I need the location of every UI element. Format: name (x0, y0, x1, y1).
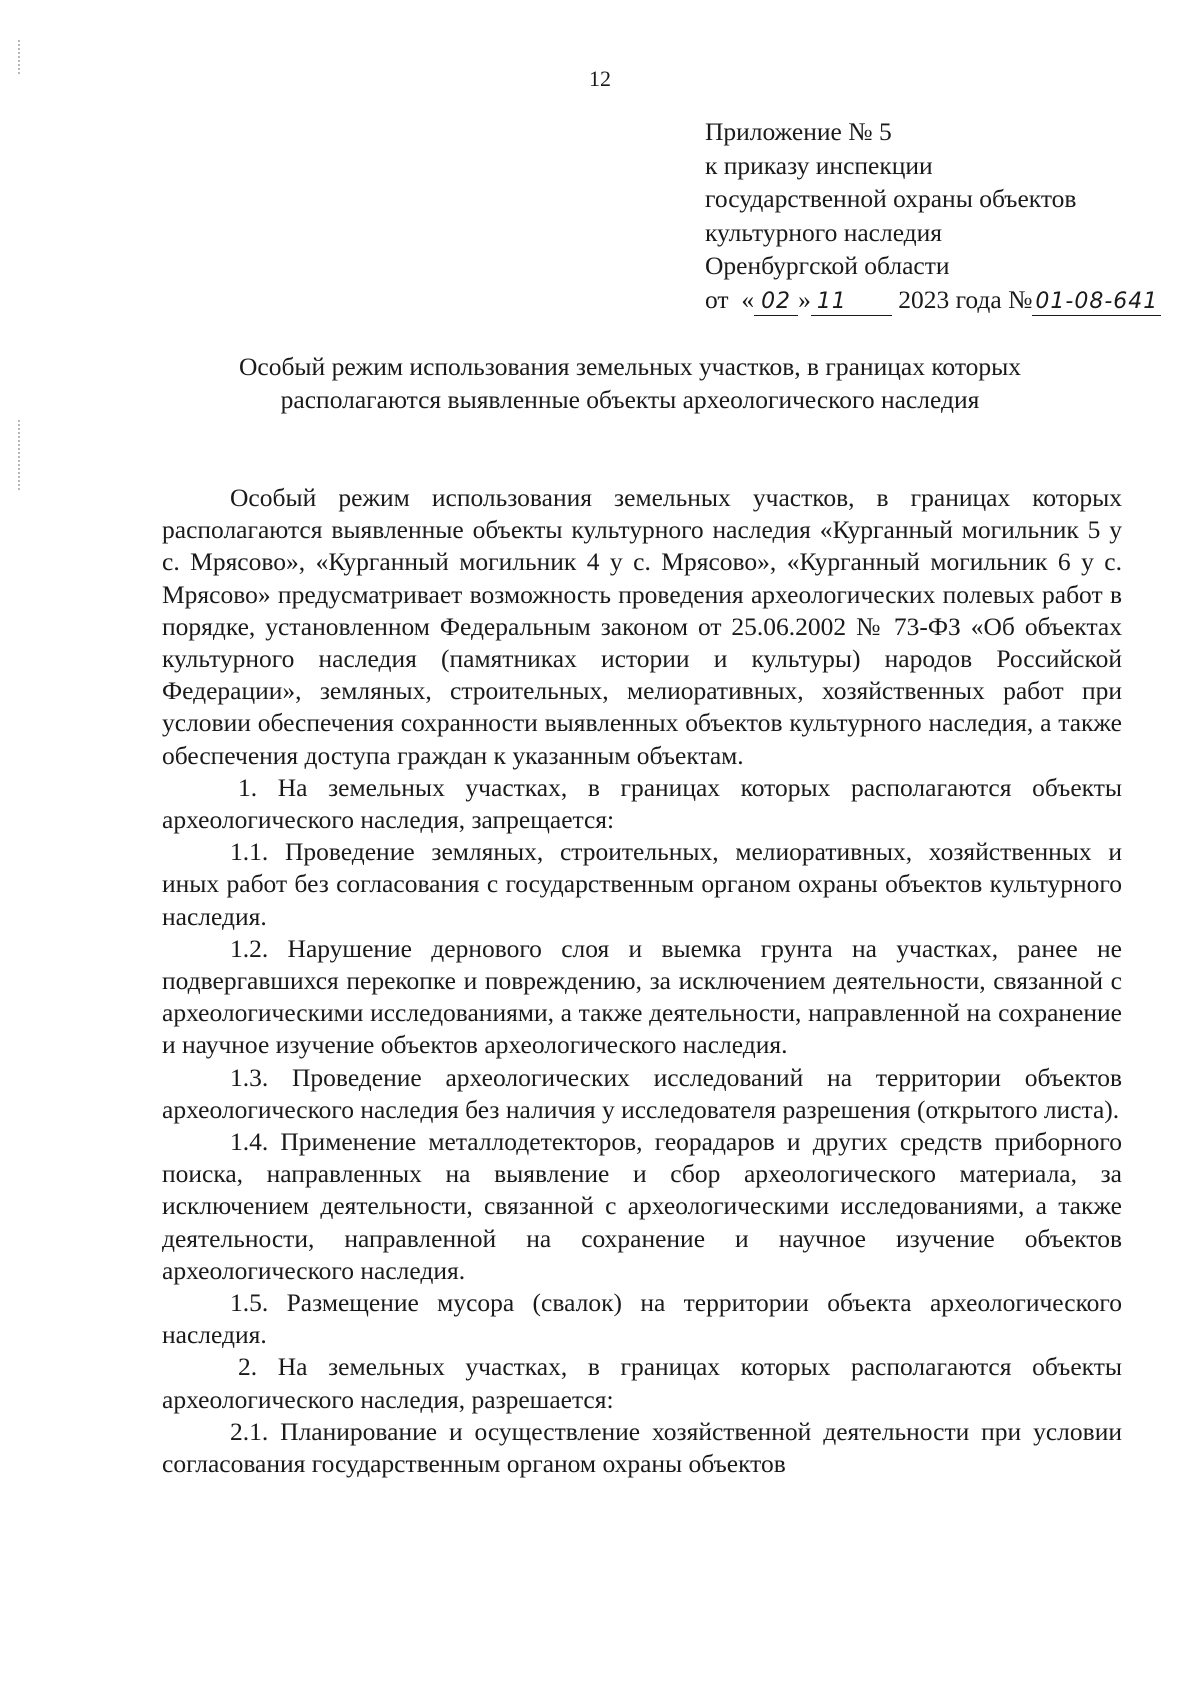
scan-margin-mark (18, 420, 20, 490)
clause-1: 1. На земельных участках, в границах которых располагаются объекты археологического наследия, запрещается: (162, 772, 1122, 835)
appendix-region: Оренбургской области (705, 251, 950, 280)
appendix-authority-line: культурного наследия (705, 217, 943, 247)
date-year: 2023 года № (898, 284, 1033, 314)
appendix-order-ref: к приказу инспекции (705, 150, 933, 180)
handwritten-order-number: 01-08-641 (1032, 289, 1161, 316)
quote-close: » (798, 284, 811, 314)
appendix-title: Приложение № 5 (705, 117, 892, 146)
clause-1-3: 1.3. Проведение археологических исследований на территории объектов археологического наследия без наличия у исследователя разрешения (открытого листа). (162, 1062, 1122, 1124)
date-prefix: от (705, 284, 729, 314)
quote-open: « (741, 284, 755, 314)
clause-1-4: 1.4. Применение металлодетекторов, георадаров и других средств приборного поиска, направленных на выявление и сбор археологического материала, за исключением деятельности, связанной с археологическими исследованиями, а также деятельности, направленной на сохранение и научное изучение объектов археологического наследия. (162, 1127, 1122, 1285)
clause-1-1: 1.1. Проведение земляных, строительных, мелиоративных, хозяйственных и иных работ без согласования с государственным органом охраны объектов культурного наследия. (162, 837, 1122, 931)
clause-2-1: 2.1. Планирование и осуществление хозяйственной деятельности при условии согласования государственным органом охраны объектов (162, 1416, 1122, 1479)
title-line: Особый режим использования земельных участков, в границах которых (238, 352, 1022, 381)
intro-paragraph: Особый режим использования земельных участков, в границах которых располагаются выявленные объекты культурного наследия «Курганный могильник 5 у с. Мрясово», «Курганный могильник 4 у с. Мрясово», «Курганный могильник 6 у с. Мрясово» предусматривает возможность проведения археологических полевых работ в порядке, установленном Федеральным законом от 25.06.2002 № 73-ФЗ «Об объектах культурного наследия (памятниках истории и культуры) народов Российской Федерации», земляных, строительных, мелиоративных, хозяйственных работ при условии обеспечения сохранности выявленных объектов культурного наследия, а также обеспечения доступа граждан к указанным объектам. (162, 483, 1122, 770)
handwritten-month: 11 (811, 289, 892, 316)
handwritten-day: 02 (754, 289, 798, 316)
clause-1-2: 1.2. Нарушение дернового слоя и выемка грунта на участках, ранее не подвергавшихся перекопке и повреждению, за исключением деятельности, связанной с археологическими исследованиями, а также деятельности, направленной на сохранение и научное изучение объектов археологического наследия. (162, 933, 1122, 1060)
clause-2: 2. На земельных участках, в границах которых располагаются объекты археологического наследия, разрешается: (162, 1352, 1122, 1414)
document-body (162, 482, 1122, 1480)
clause-1-5: 1.5. Размещение мусора (свалок) на территории объекта археологического наследия. (162, 1288, 1122, 1350)
document-title (160, 350, 1100, 416)
appendix-header (705, 115, 1175, 316)
appendix-date-line (705, 283, 1175, 317)
title-line: располагаются выявленные объекты археологического наследия (280, 385, 980, 414)
appendix-authority-line: государственной охраны объектов (705, 184, 1077, 213)
page-number: 12 (589, 66, 611, 91)
